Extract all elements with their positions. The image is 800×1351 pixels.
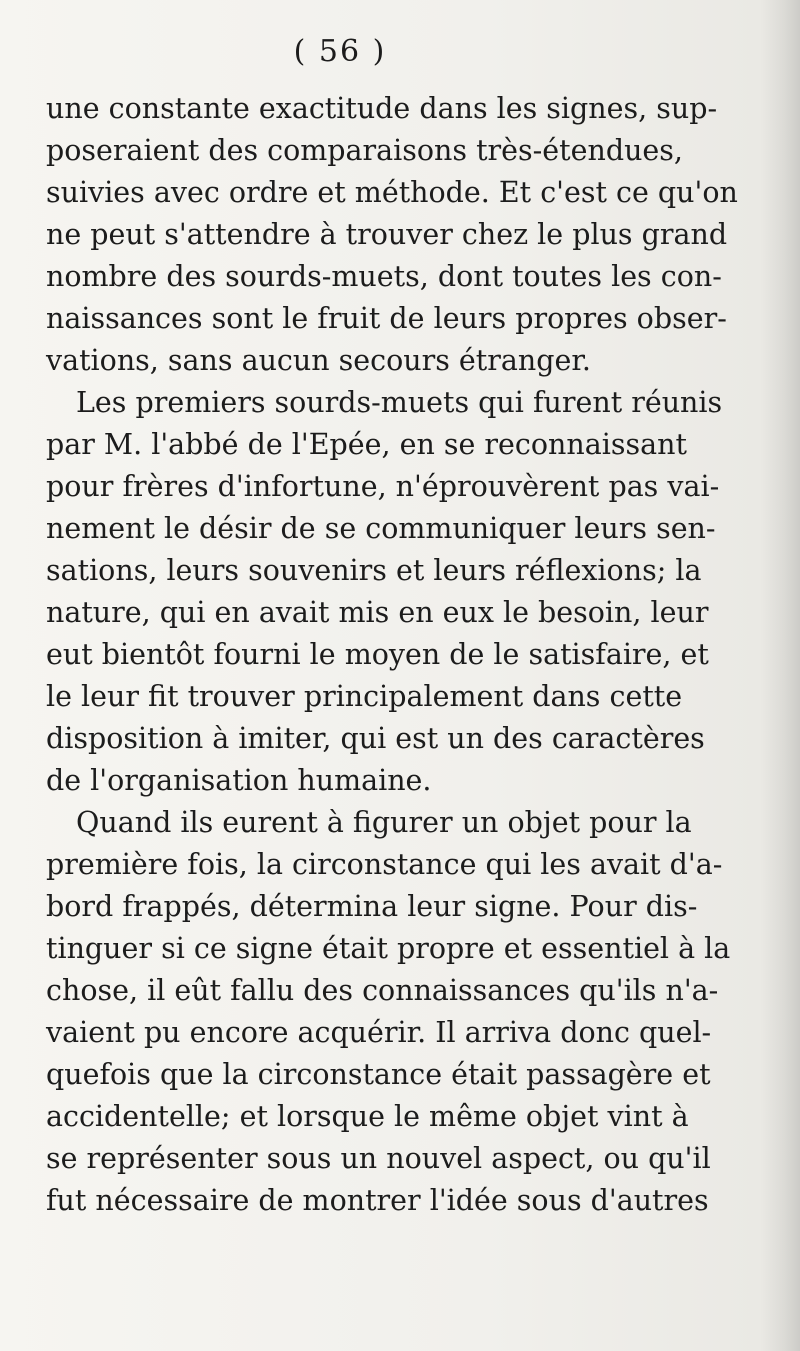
text-line: première fois, la circonstance qui les avait d'a- — [46, 848, 723, 881]
paragraph-2 — [46, 382, 723, 802]
paragraph-1 — [46, 88, 738, 382]
text-line: sations, leurs souvenirs et leurs réflexions; la — [46, 554, 702, 587]
text-line: Les premiers sourds-muets qui furent réunis — [76, 386, 723, 419]
text-line: quefois que la circonstance était passagère et — [46, 1058, 711, 1091]
text-line: se représenter sous un nouvel aspect, ou qu'il — [46, 1142, 711, 1175]
text-line: nature, qui en avait mis en eux le besoin, leur — [46, 596, 709, 629]
text-line: de l'organisation humaine. — [46, 764, 432, 797]
text-line: nombre des sourds-muets, dont toutes les con- — [46, 260, 722, 293]
text-line: une constante exactitude dans les signes, sup- — [46, 92, 718, 125]
text-line: vations, sans aucun secours étranger. — [46, 344, 591, 377]
body-text — [46, 88, 738, 1222]
text-line: par M. l'abbé de l'Epée, en se reconnaissant — [46, 428, 687, 461]
text-line: eut bientôt fourni le moyen de le satisfaire, et — [46, 638, 709, 671]
text-line: suivies avec ordre et méthode. Et c'est ce qu'on — [46, 176, 738, 209]
text-line: Quand ils eurent à figurer un objet pour la — [76, 806, 692, 839]
page-number: ( 56 ) — [293, 34, 387, 69]
text-line: nement le désir de se communiquer leurs sen- — [46, 512, 716, 545]
text-line: accidentelle; et lorsque le même objet vint à — [46, 1100, 689, 1133]
text-line: poseraient des comparaisons très-étendues, — [46, 134, 683, 167]
text-line: disposition à imiter, qui est un des caractères — [46, 722, 705, 755]
text-line: le leur fit trouver principalement dans cette — [46, 680, 683, 713]
text-line: fut nécessaire de montrer l'idée sous d'autres — [46, 1184, 709, 1217]
page-edge-shadow — [760, 0, 800, 1351]
paragraph-3 — [46, 802, 731, 1222]
text-line: ne peut s'attendre à trouver chez le plus grand — [46, 218, 728, 251]
text-line: tinguer si ce signe était propre et essentiel à la — [46, 932, 731, 965]
text-line: vaient pu encore acquérir. Il arriva donc quel- — [46, 1016, 712, 1049]
text-line: bord frappés, détermina leur signe. Pour dis- — [46, 890, 698, 923]
text-line: naissances sont le fruit de leurs propres obser- — [46, 302, 727, 335]
text-line: pour frères d'infortune, n'éprouvèrent pas vai- — [46, 470, 720, 503]
text-line: chose, il eût fallu des connaissances qu'ils n'a- — [46, 974, 719, 1007]
